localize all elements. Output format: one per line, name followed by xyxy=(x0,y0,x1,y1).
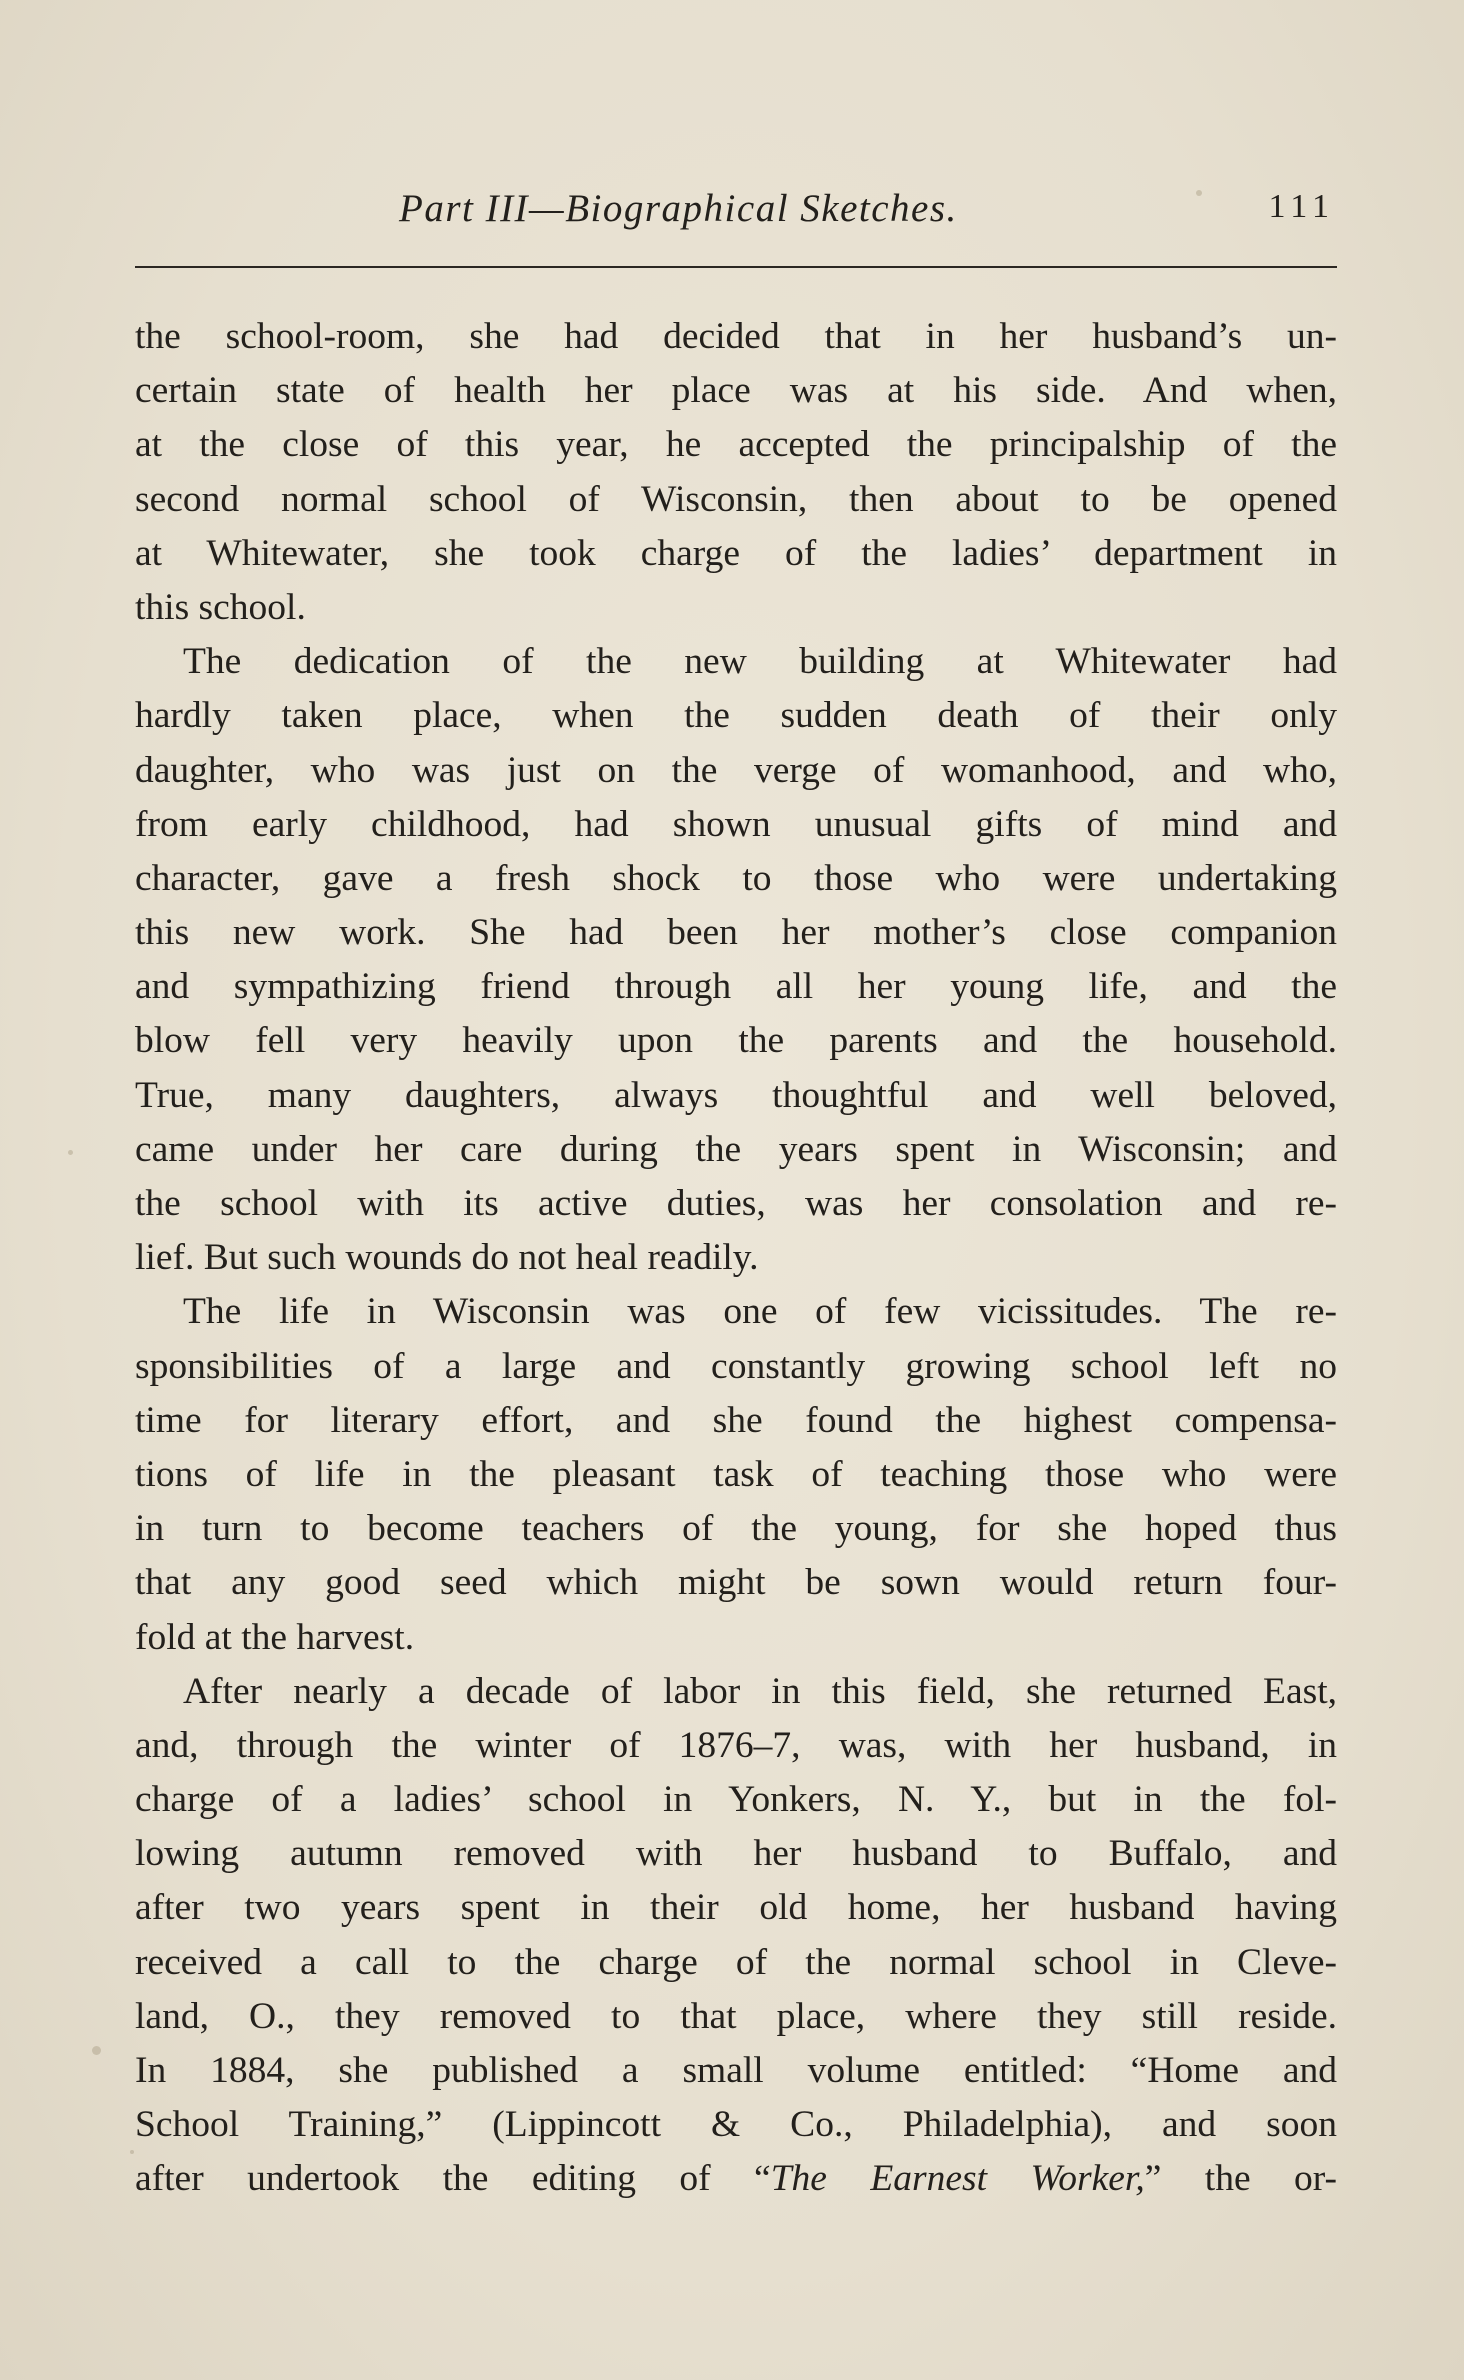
text-line: second normal school of Wisconsin, then about to be opened xyxy=(135,478,1337,520)
text-line: daughter, who was just on the verge of womanhood, and who, xyxy=(135,749,1337,791)
paper-speck xyxy=(130,2150,134,2154)
text-line: certain state of health her place was at his side. And when, xyxy=(135,370,1337,412)
text-line: after two years spent in their old home, her husband having xyxy=(135,1887,1337,1929)
text-line: the school-room, she had decided that in her husband’s un- xyxy=(135,316,1337,357)
paper-speck xyxy=(68,1150,73,1155)
text-line: at Whitewater, she took charge of the ladies’ department in xyxy=(135,532,1337,574)
text-line: lowing autumn removed with her husband to Buffalo, and xyxy=(135,1833,1337,1875)
paper-speck xyxy=(92,2046,101,2055)
text-line: tions of life in the pleasant task of teaching those who were xyxy=(135,1453,1337,1495)
text-line: lief. But such wounds do not heal readily. xyxy=(135,1237,759,1279)
text-line: this school. xyxy=(135,586,306,628)
text-line: fold at the harvest. xyxy=(135,1616,415,1658)
text-line: In 1884, she published a small volume entitled: “Home and xyxy=(135,2050,1337,2091)
running-title: Part III—Biographical Sketches. xyxy=(399,187,958,230)
page-number: 111 xyxy=(1268,188,1335,225)
text-line: came under her care during the years spent in Wisconsin; and xyxy=(135,1128,1337,1170)
running-head xyxy=(135,186,1335,246)
paragraph-start-line: The dedication of the new building at Whitewater had xyxy=(183,641,1337,683)
text-line: at the close of this year, he accepted the principalship of the xyxy=(135,424,1337,466)
paragraph-start-line: After nearly a decade of labor in this field, she returned East, xyxy=(183,1670,1337,1712)
body-text xyxy=(135,310,1337,2207)
header-rule xyxy=(135,266,1337,268)
text-line: time for literary effort, and she found the highest compensa- xyxy=(135,1399,1337,1441)
periodical-title: The Earnest Worker, xyxy=(770,2158,1145,2200)
text-line: sponsibilities of a large and constantly growing school left no xyxy=(135,1345,1337,1387)
text-line: character, gave a fresh shock to those who were undertaking xyxy=(135,857,1337,899)
paragraph-start-line: The life in Wisconsin was one of few vicissitudes. The re- xyxy=(183,1291,1337,1333)
text-line: and, through the winter of 1876–7, was, with her husband, in xyxy=(135,1724,1337,1766)
text-line: blow fell very heavily upon the parents and the household. xyxy=(135,1020,1337,1062)
text-line: from early childhood, had shown unusual gifts of mind and xyxy=(135,803,1337,845)
paper-speck xyxy=(1196,190,1202,196)
text-line: the school with its active duties, was her consolation and re- xyxy=(135,1183,1337,1224)
text-line: that any good seed which might be sown would return four- xyxy=(135,1562,1337,1604)
text-line: School Training,” (Lippincott & Co., Philadelphia), and soon xyxy=(135,2104,1337,2146)
text-line: True, many daughters, always thoughtful and well beloved, xyxy=(135,1074,1337,1116)
text-line: after undertook the editing of “The Earnest Worker,” the or- xyxy=(135,2158,1337,2200)
text-line: charge of a ladies’ school in Yonkers, N. Y., but in the fol- xyxy=(135,1779,1337,1821)
text-line: and sympathizing friend through all her young life, and the xyxy=(135,966,1337,1008)
text-line: this new work. She had been her mother’s close companion xyxy=(135,912,1337,954)
text-line: received a call to the charge of the normal school in Cleve- xyxy=(135,1941,1337,1983)
text-line: in turn to become teachers of the young, for she hoped thus xyxy=(135,1508,1337,1550)
text-line: land, O., they removed to that place, where they still reside. xyxy=(135,1995,1337,2037)
text-line: hardly taken place, when the sudden death of their only xyxy=(135,695,1337,737)
